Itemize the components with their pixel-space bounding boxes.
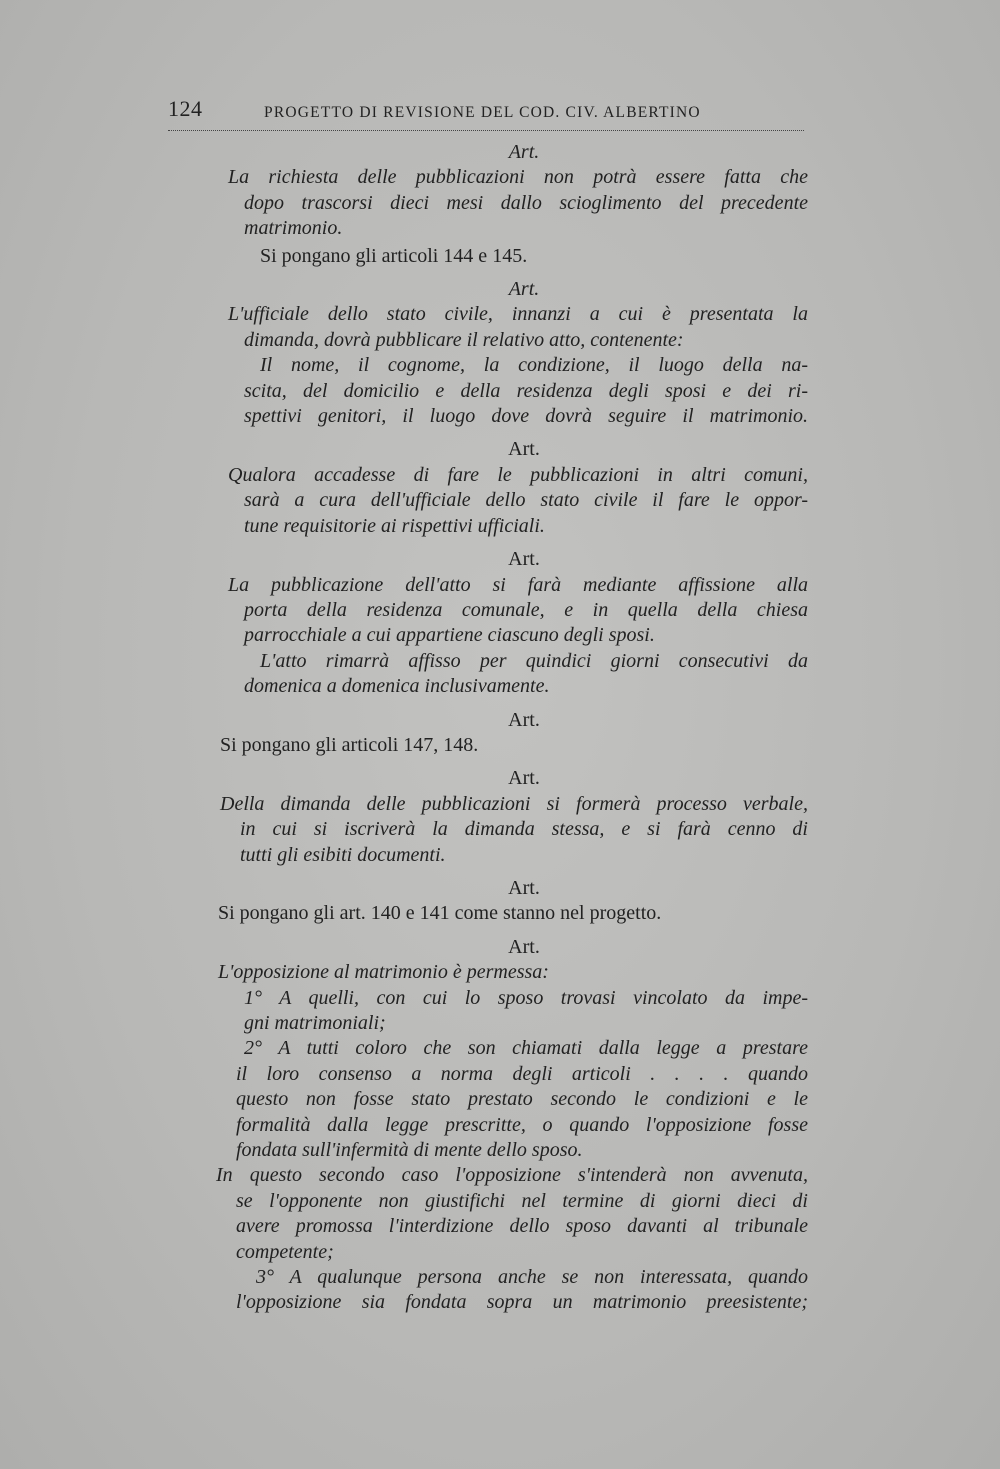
page-number: 124: [168, 96, 203, 121]
text-line: La richiesta delle pubblicazioni non potrà essere fatta che: [228, 166, 808, 189]
text-line: 2° A tutti coloro che son chiamati dalla legge a prestare: [244, 1037, 808, 1060]
text-line: sarà a cura dell'ufficiale dello stato civile il fare le oppor-: [244, 489, 808, 512]
page-body: [216, 140, 808, 1316]
text-line: matrimonio.: [244, 217, 343, 240]
text-line: competente;: [236, 1240, 334, 1263]
text-line: formalità dalla legge prescritte, o quando l'opposizione fosse: [236, 1113, 808, 1136]
article-heading: Art.: [508, 708, 540, 731]
text-line: Il nome, il cognome, la condizione, il luogo della na-: [260, 354, 808, 377]
article-heading: Art.: [508, 438, 540, 461]
text-line: Della dimanda delle pubblicazioni si formerà processo verbale,: [220, 792, 808, 815]
text-line: In questo secondo caso l'opposizione s'intenderà non avvenuta,: [216, 1164, 808, 1187]
text-line: Si pongano gli articoli 144 e 145.: [260, 244, 528, 267]
text-line: questo non fosse stato prestato secondo le condizioni e le: [236, 1088, 808, 1111]
text-line: tutti gli esibiti documenti.: [240, 843, 446, 866]
text-line: spettivi genitori, il luogo dove dovrà seguire il matrimonio.: [244, 405, 808, 428]
article-heading: Art.: [508, 278, 540, 301]
article-heading: Art.: [508, 548, 540, 571]
text-line: scita, del domicilio e della residenza degli sposi e dei ri-: [244, 379, 808, 402]
text-line: Si pongano gli art. 140 e 141 come stanno nel progetto.: [218, 902, 662, 925]
text-line: Si pongano gli articoli 147, 148.: [220, 733, 479, 756]
text-line: l'opposizione sia fondata sopra un matrimonio preesistente;: [236, 1291, 808, 1314]
text-line: dopo trascorsi dieci mesi dallo scioglimento del precedente: [244, 191, 808, 214]
text-line: il loro consenso a norma degli articoli . . . . quando: [236, 1062, 808, 1085]
text-line: Qualora accadesse di fare le pubblicazioni in altri comuni,: [228, 463, 808, 486]
article-heading: Art.: [508, 876, 540, 899]
text-line: La pubblicazione dell'atto si farà mediante affissione alla: [228, 573, 808, 596]
text-line: parrocchiale a cui appartiene ciascuno degli sposi.: [244, 624, 655, 647]
article-heading: Art.: [508, 767, 540, 790]
text-line: 1° A quelli, con cui lo sposo trovasi vincolato da impe-: [244, 986, 808, 1009]
text-line: gni matrimoniali;: [244, 1012, 386, 1034]
header-rule: [168, 130, 804, 131]
text-line: fondata sull'infermità di mente dello sposo.: [236, 1139, 583, 1162]
text-line: se l'opponente non giustifichi nel termine di giorni dieci di: [236, 1189, 808, 1212]
text-line: L'opposizione al matrimonio è permessa:: [218, 961, 549, 984]
text-line: 3° A qualunque persona anche se non interessata, quando: [256, 1266, 808, 1289]
text-line: tune requisitorie ai rispettivi ufficiali.: [244, 514, 545, 537]
text-line: porta della residenza comunale, e in quella della chiesa: [244, 598, 808, 621]
text-line: in cui si iscriverà la dimanda stessa, e si farà cenno di: [240, 818, 808, 841]
page-header: [168, 96, 804, 128]
text-line: L'atto rimarrà affisso per quindici giorni consecutivi da: [260, 649, 808, 672]
running-title: PROGETTO DI REVISIONE DEL COD. CIV. ALBERTINO: [264, 104, 701, 121]
text-line: avere promossa l'interdizione dello sposo davanti al tribunale: [236, 1215, 808, 1238]
text-line: domenica a domenica inclusivamente.: [244, 675, 550, 698]
article-heading: Art.: [508, 141, 540, 163]
text-line: L'ufficiale dello stato civile, innanzi a cui è presentata la: [228, 303, 808, 326]
article-heading: Art.: [508, 935, 540, 958]
text-line: dimanda, dovrà pubblicare il relativo atto, contenente:: [244, 328, 684, 351]
